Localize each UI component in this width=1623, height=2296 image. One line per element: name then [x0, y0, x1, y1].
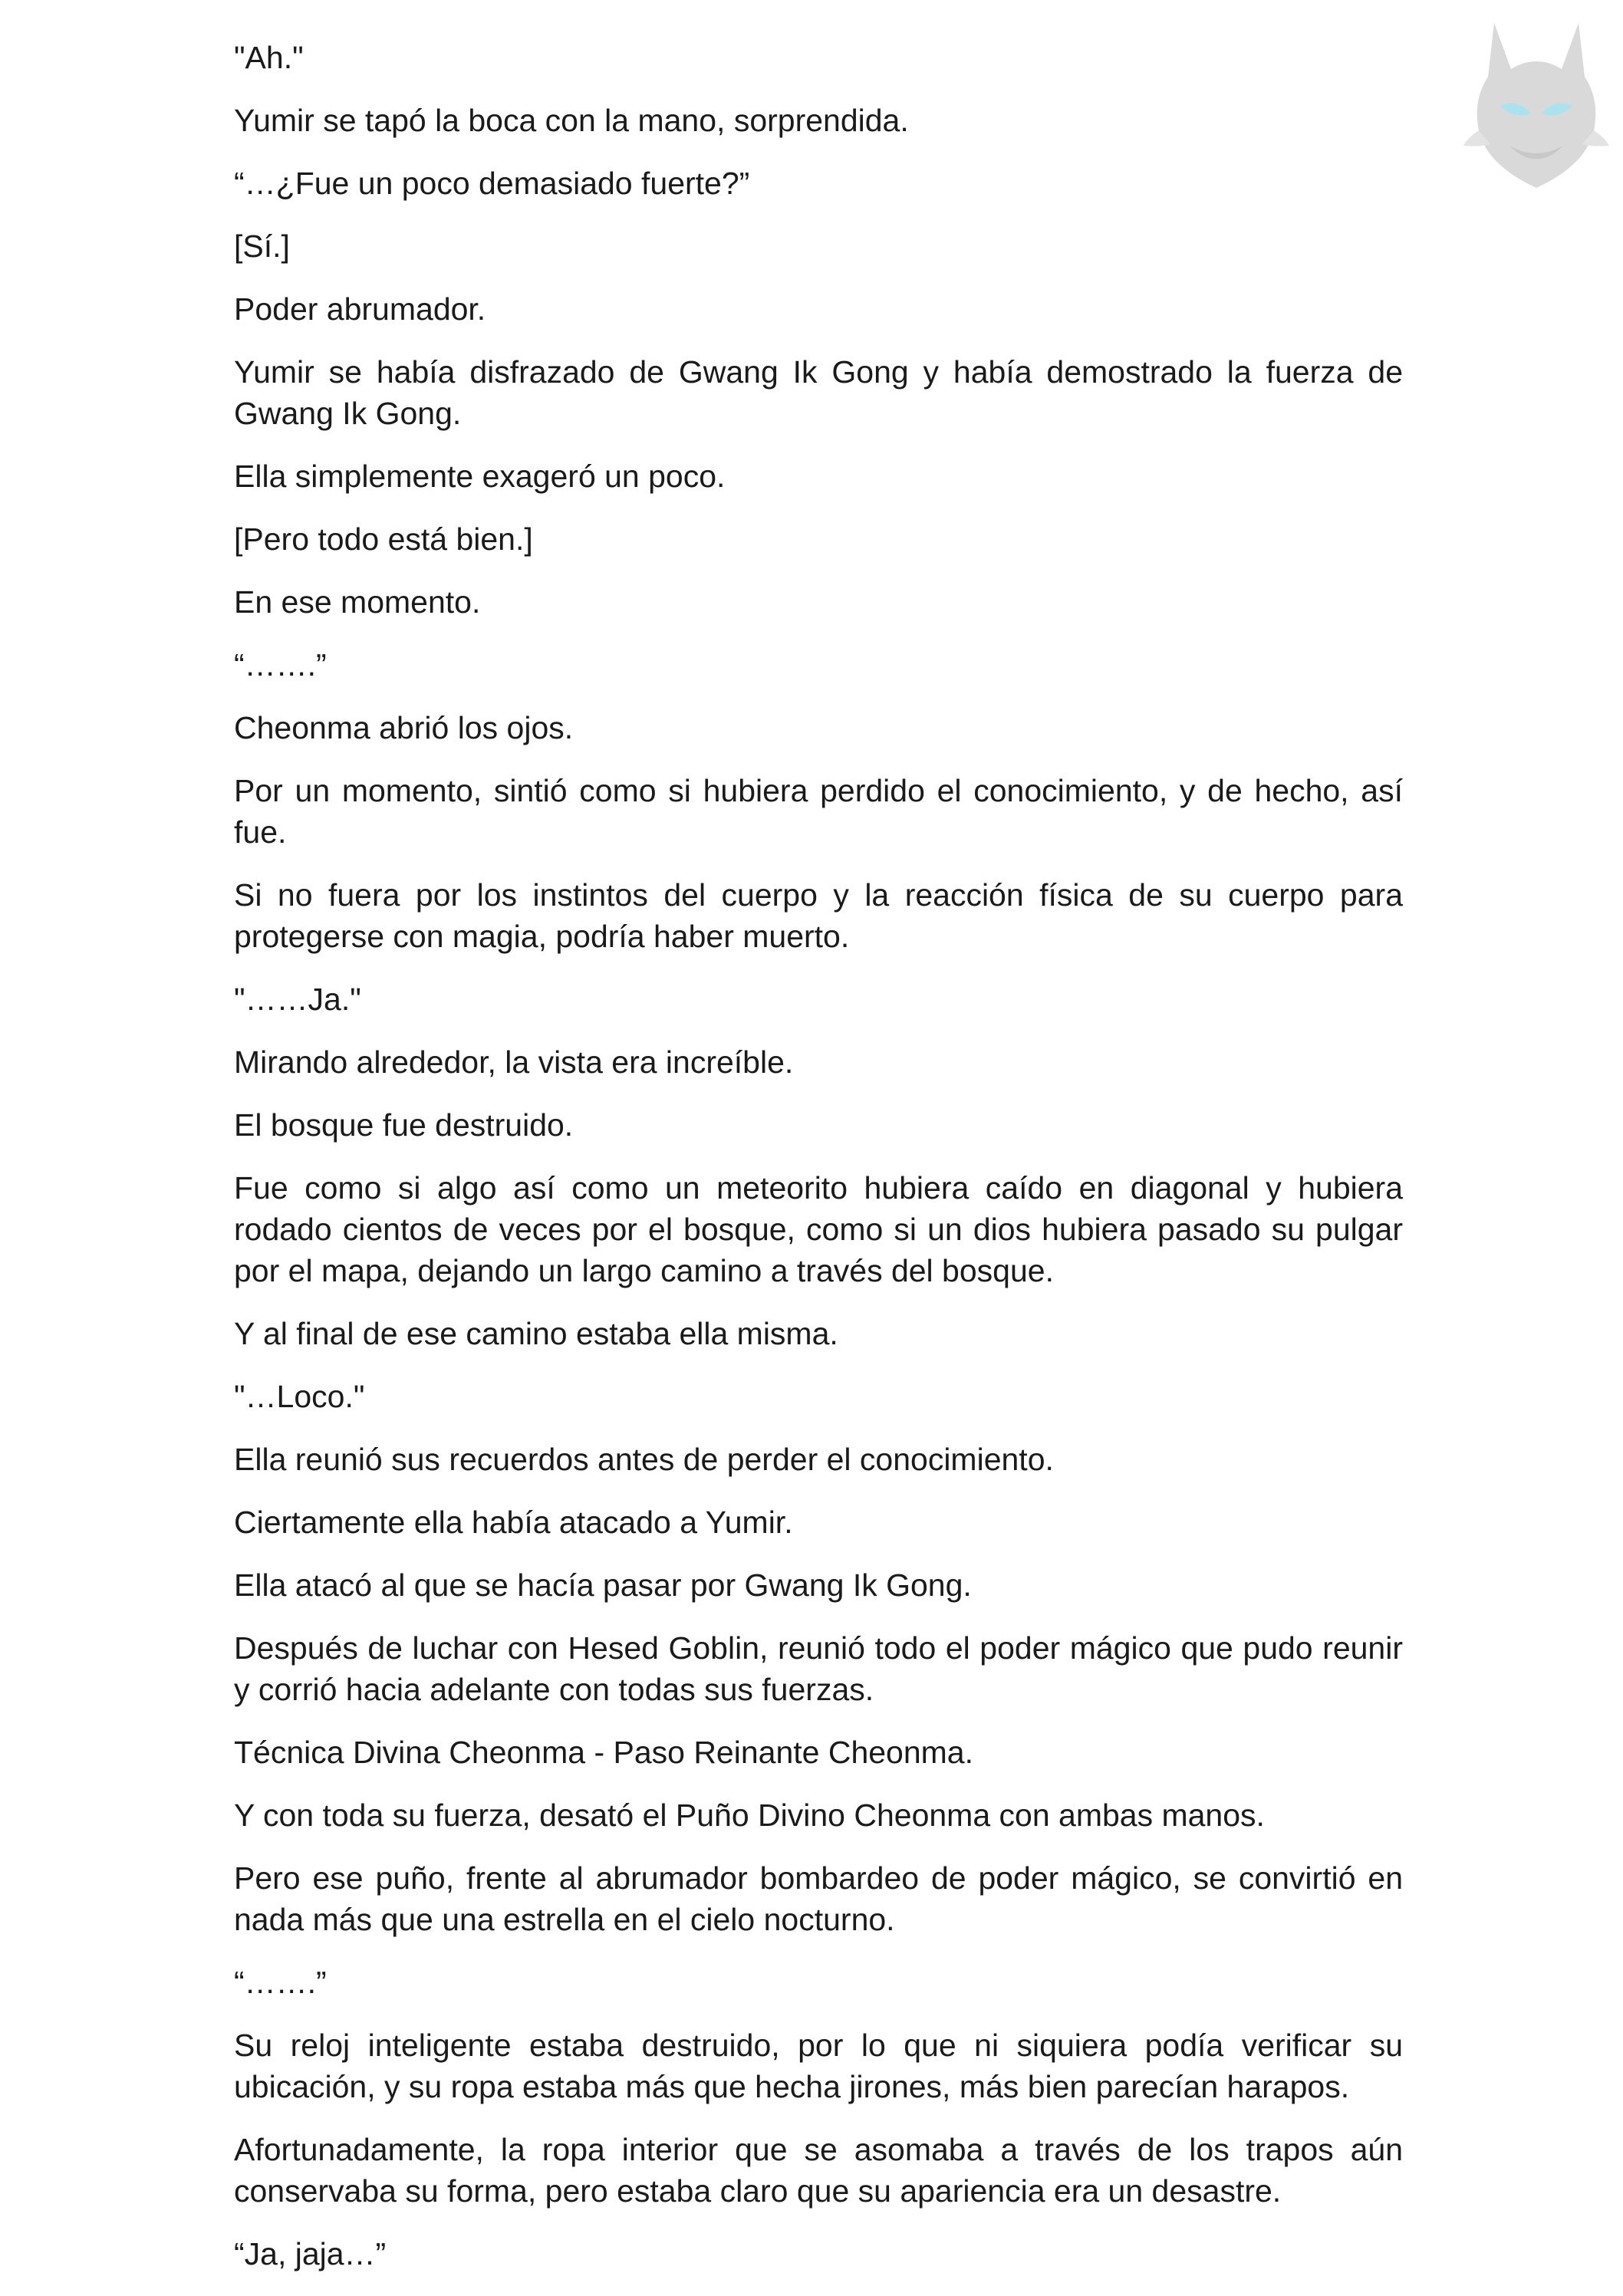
watermark-logo: [1463, 15, 1609, 192]
paragraph: "……Ja.": [234, 982, 361, 1017]
paragraph: Si no fuera por los instintos del cuerpo y la reacción física de su cuerpo para protegerse con magia, podría haber muerto.: [234, 877, 1403, 954]
paragraph: Yumir se había disfrazado de Gwang Ik Gong y había demostrado la fuerza de Gwang Ik Gong.: [234, 354, 1403, 431]
paragraph: Técnica Divina Cheonma - Paso Reinante Cheonma.: [234, 1735, 974, 1770]
paragraph: Mirando alrededor, la vista era increíble.: [234, 1044, 794, 1080]
demon-head-logo-icon: [1463, 15, 1609, 192]
paragraph: [Pero todo está bien.]: [234, 521, 533, 557]
paragraph: Después de luchar con Hesed Goblin, reunió todo el poder mágico que pudo reunir y corrió hacia adelante con todas sus fuerzas.: [234, 1630, 1403, 1707]
paragraph: Y al final de ese camino estaba ella misma.: [234, 1316, 838, 1351]
paragraph: Poder abrumador.: [234, 291, 486, 327]
paragraph: [Sí.]: [234, 229, 290, 264]
paragraph: “…….”: [234, 1965, 327, 2000]
paragraph: Ella atacó al que se hacía pasar por Gwang Ik Gong.: [234, 1567, 972, 1603]
paragraph: “Ja, jaja…”: [234, 2236, 387, 2271]
paragraph: Por un momento, sintió como si hubiera perdido el conocimiento, y de hecho, así fue.: [234, 773, 1403, 850]
paragraph: "Ah.": [234, 40, 304, 75]
paragraph: Ella reunió sus recuerdos antes de perder el conocimiento.: [234, 1442, 1054, 1477]
paragraph: Pero ese puño, frente al abrumador bombardeo de poder mágico, se convirtió en nada más que una estrella en el cielo nocturno.: [234, 1860, 1403, 1937]
paragraph: Cheonma abrió los ojos.: [234, 710, 574, 745]
paragraph: Ella simplemente exageró un poco.: [234, 459, 726, 494]
paragraph: “…….”: [234, 647, 327, 683]
paragraph: En ese momento.: [234, 584, 481, 620]
paragraph: “…¿Fue un poco demasiado fuerte?”: [234, 166, 750, 201]
chapter-text: [234, 37, 1403, 2296]
paragraph: "…Loco.": [234, 1379, 365, 1414]
paragraph: Su reloj inteligente estaba destruido, por lo que ni siquiera podía verificar su ubicación, y su ropa estaba más que hecha jirones, más bien parecían harapos.: [234, 2028, 1403, 2104]
paragraph: El bosque fue destruido.: [234, 1107, 574, 1143]
paragraph: Y con toda su fuerza, desató el Puño Divino Cheonma con ambas manos.: [234, 1798, 1265, 1833]
paragraph: Yumir se tapó la boca con la mano, sorprendida.: [234, 103, 909, 138]
paragraph: Ciertamente ella había atacado a Yumir.: [234, 1505, 793, 1540]
paragraph: Afortunadamente, la ropa interior que se asomaba a través de los trapos aún conservaba su forma, pero estaba claro que su apariencia era un desastre.: [234, 2132, 1403, 2209]
paragraph: Fue como si algo así como un meteorito hubiera caído en diagonal y hubiera rodado cientos de veces por el bosque, como si un dios hubiera pasado su pulgar por el mapa, dejando un largo camino a través del bosque.: [234, 1170, 1403, 1288]
